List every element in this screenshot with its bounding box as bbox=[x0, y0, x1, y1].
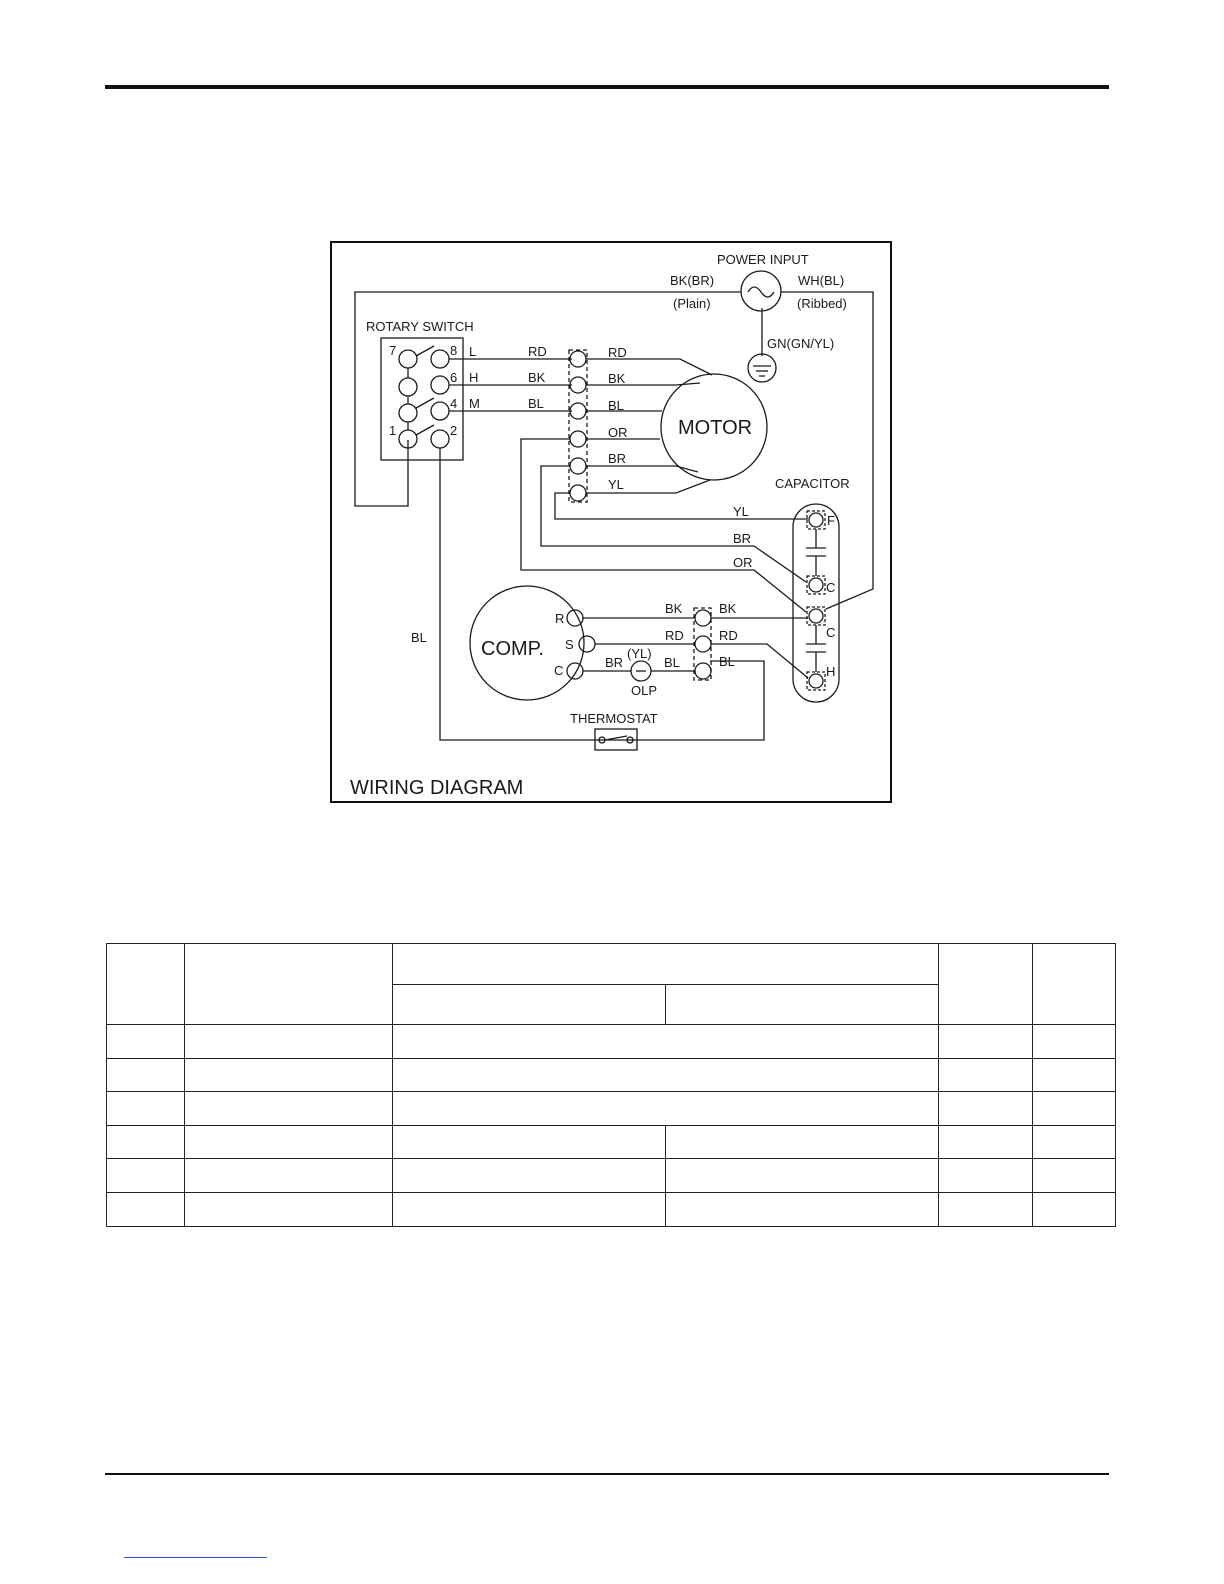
table-row bbox=[107, 1025, 1116, 1059]
speed-high-label: H bbox=[469, 370, 479, 385]
table-cell bbox=[185, 1193, 393, 1227]
ground-label: GN(GN/YL) bbox=[767, 336, 835, 351]
table-cell bbox=[393, 1126, 666, 1159]
table-cell bbox=[666, 1159, 939, 1193]
parts-table bbox=[106, 943, 1116, 1227]
table-row bbox=[107, 1126, 1116, 1159]
table-cell bbox=[185, 1159, 393, 1193]
power-input-label: POWER INPUT bbox=[717, 252, 809, 267]
table-cell bbox=[107, 1059, 185, 1092]
olp-note: (YL) bbox=[627, 646, 652, 661]
motor-wire-bk: BK bbox=[608, 371, 626, 386]
compressor-terminal-r: R bbox=[555, 611, 565, 626]
header-cell bbox=[393, 985, 666, 1025]
capacitor-label: CAPACITOR bbox=[775, 476, 850, 491]
olp-label: OLP bbox=[631, 683, 658, 698]
speed-medium-label: M bbox=[469, 396, 480, 411]
table-cell bbox=[107, 1092, 185, 1126]
motor-wire-rd: RD bbox=[608, 345, 627, 360]
compressor-connector bbox=[694, 608, 711, 680]
table-cell bbox=[393, 1092, 939, 1126]
table-row bbox=[107, 1193, 1116, 1227]
footer-rule bbox=[105, 1473, 1109, 1475]
terminal-6: 6 bbox=[450, 370, 458, 385]
comp-wire-bl-right: BL bbox=[719, 654, 735, 669]
table-cell bbox=[107, 1025, 185, 1059]
switch-return-wire-label: BL bbox=[411, 630, 427, 645]
table-cell bbox=[939, 1059, 1033, 1092]
switch-wire-bk: BK bbox=[528, 370, 546, 385]
table-cell bbox=[393, 1025, 939, 1059]
terminal-7: 7 bbox=[389, 343, 397, 358]
capacitor-wire-yl: YL bbox=[733, 504, 749, 519]
capacitor-wire-or: OR bbox=[733, 555, 753, 570]
capacitor-terminal-f: F bbox=[827, 513, 835, 528]
connector-block bbox=[569, 350, 587, 502]
capacitor-wire-br: BR bbox=[733, 531, 752, 546]
rotary-switch-label: ROTARY SWITCH bbox=[366, 319, 474, 334]
speed-low-label: L bbox=[469, 344, 477, 359]
capacitor-terminal-c1: C bbox=[826, 580, 836, 595]
table-cell bbox=[939, 1159, 1033, 1193]
table-cell bbox=[1033, 1159, 1116, 1193]
switch-wire-rd: RD bbox=[528, 344, 547, 359]
header-cell bbox=[393, 944, 939, 985]
power-left-wire-label: BK(BR) bbox=[670, 273, 715, 288]
switch-wire-bl: BL bbox=[528, 396, 544, 411]
table-cell bbox=[393, 1193, 666, 1227]
header-cell bbox=[666, 985, 939, 1025]
terminal-2: 2 bbox=[450, 423, 458, 438]
terminal-1: 1 bbox=[389, 423, 397, 438]
compressor-terminal-c: C bbox=[554, 663, 564, 678]
comp-wire-bk-right: BK bbox=[719, 601, 737, 616]
table-cell bbox=[185, 1025, 393, 1059]
table-cell bbox=[939, 1126, 1033, 1159]
table-cell bbox=[1033, 1059, 1116, 1092]
table-row bbox=[107, 1159, 1116, 1193]
table-cell bbox=[939, 1092, 1033, 1126]
table-header-row bbox=[107, 944, 1116, 985]
capacitor-terminal-h: H bbox=[826, 664, 836, 679]
footer-link[interactable] bbox=[124, 1557, 267, 1558]
motor-wire-bl: BL bbox=[608, 398, 624, 413]
thermostat-label: THERMOSTAT bbox=[570, 711, 658, 726]
comp-wire-rd-right: RD bbox=[719, 628, 738, 643]
table-cell bbox=[107, 1193, 185, 1227]
table-cell bbox=[185, 1126, 393, 1159]
table-cell bbox=[185, 1059, 393, 1092]
compressor-label: COMP. bbox=[481, 638, 544, 660]
table-cell bbox=[939, 1193, 1033, 1227]
olp-right-wire: BL bbox=[664, 655, 680, 670]
header-cell bbox=[939, 944, 1033, 1025]
table-cell bbox=[939, 1025, 1033, 1059]
table-row bbox=[107, 1059, 1116, 1092]
terminal-4: 4 bbox=[450, 396, 458, 411]
table-cell bbox=[1033, 1025, 1116, 1059]
comp-wire-rd-left: RD bbox=[665, 628, 684, 643]
ground-symbol bbox=[748, 354, 776, 382]
comp-wire-bk-left: BK bbox=[665, 601, 683, 616]
table-cell bbox=[1033, 1092, 1116, 1126]
table-row bbox=[107, 1092, 1116, 1126]
table-cell bbox=[107, 1126, 185, 1159]
table-cell bbox=[1033, 1193, 1116, 1227]
motor-wire-br: BR bbox=[608, 451, 627, 466]
power-right-note: (Ribbed) bbox=[797, 296, 847, 311]
table-cell bbox=[393, 1159, 666, 1193]
table-cell bbox=[107, 1159, 185, 1193]
olp-left-wire: BR bbox=[605, 655, 624, 670]
table-cell bbox=[393, 1059, 939, 1092]
table-cell bbox=[1033, 1126, 1116, 1159]
table-cell bbox=[666, 1126, 939, 1159]
power-right-wire-label: WH(BL) bbox=[798, 273, 845, 288]
header-cell bbox=[185, 944, 393, 1025]
header-cell bbox=[1033, 944, 1116, 1025]
motor-wire-or: OR bbox=[608, 425, 628, 440]
motor-label: MOTOR bbox=[678, 417, 753, 439]
diagram-title: WIRING DIAGRAM bbox=[350, 777, 524, 799]
capacitor-terminal-c2: C bbox=[826, 625, 836, 640]
table-cell bbox=[666, 1193, 939, 1227]
terminal-8: 8 bbox=[450, 343, 458, 358]
header-cell bbox=[107, 944, 185, 1025]
motor-wire-yl: YL bbox=[608, 477, 624, 492]
compressor-terminal-s: S bbox=[565, 637, 574, 652]
table-cell bbox=[185, 1092, 393, 1126]
power-left-note: (Plain) bbox=[673, 296, 711, 311]
